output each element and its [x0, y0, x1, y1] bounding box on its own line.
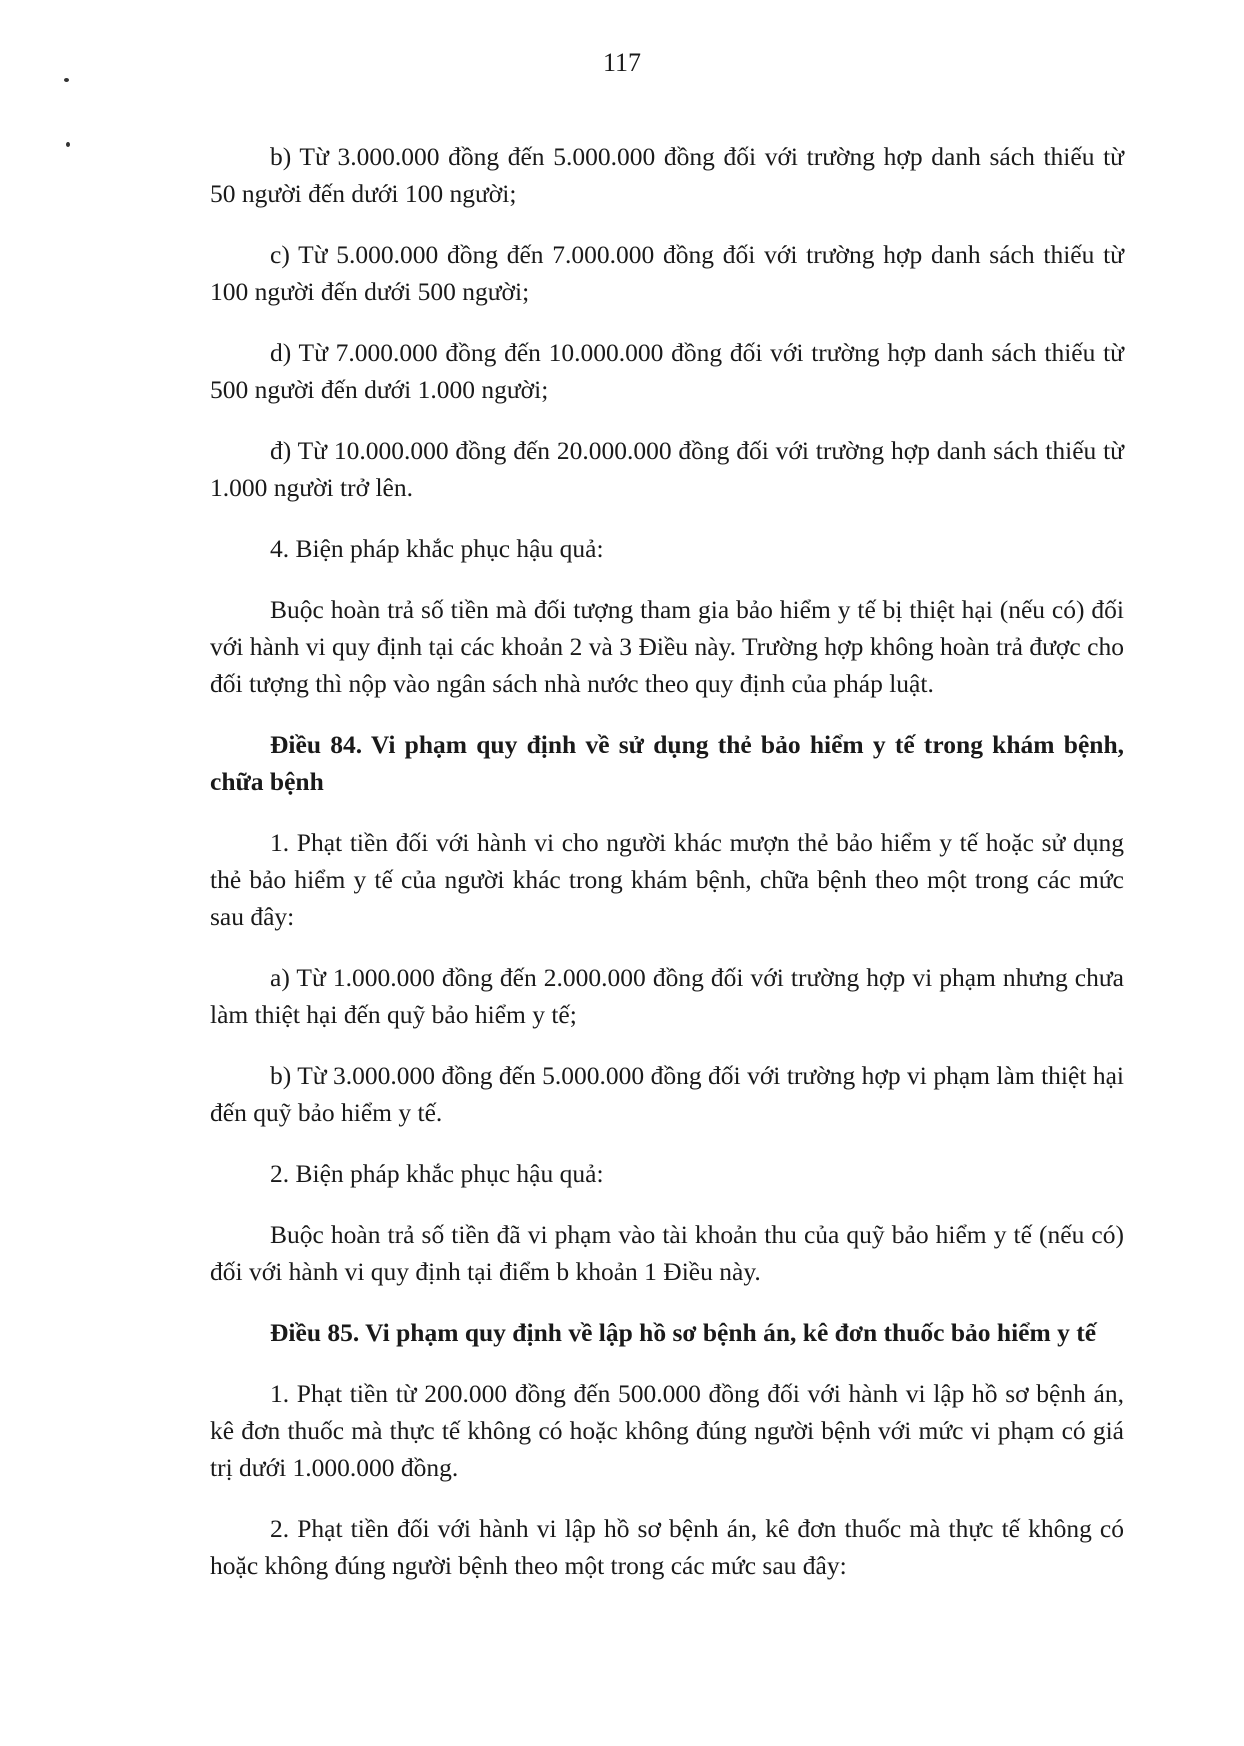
article-84-title: Điều 84. Vi phạm quy định về sử dụng thẻ bảo hiểm y tế trong khám bệnh, chữa bệnh — [210, 730, 1124, 796]
paragraph-dd-over-1000: đ) Từ 10.000.000 đồng đến 20.000.000 đồng đối với trường hợp danh sách thiếu từ 1.000 người trở lên. — [210, 436, 1124, 502]
article-85-clause-1: 1. Phạt tiền từ 200.000 đồng đến 500.000 đồng đối với hành vi lập hồ sơ bệnh án, kê đơn thuốc mà thực tế không có hoặc không đúng người bệnh với mức vi phạm có giá trị dưới 1.000.000 đồng. — [210, 1379, 1124, 1482]
document-body — [210, 138, 1124, 1608]
paragraph-d-500-1000: d) Từ 7.000.000 đồng đến 10.000.000 đồng đối với trường hợp danh sách thiếu từ 500 người đến dưới 1.000 người; — [210, 338, 1124, 404]
scan-speck — [64, 78, 69, 82]
remedy-heading-4: 4. Biện pháp khắc phục hậu quả: — [270, 534, 604, 563]
article-84-remedy-heading: 2. Biện pháp khắc phục hậu quả: — [270, 1159, 604, 1188]
article-85-title: Điều 85. Vi phạm quy định về lập hồ sơ bệnh án, kê đơn thuốc bảo hiểm y tế — [270, 1318, 1097, 1347]
scan-speck — [66, 142, 70, 147]
article-84-point-b: b) Từ 3.000.000 đồng đến 5.000.000 đồng đối với trường hợp vi phạm làm thiệt hại đến quỹ bảo hiểm y tế. — [210, 1061, 1124, 1127]
page-number: 117 — [602, 48, 642, 77]
paragraph-c-100-500: c) Từ 5.000.000 đồng đến 7.000.000 đồng đối với trường hợp danh sách thiếu từ 100 người đến dưới 500 người; — [210, 240, 1124, 306]
remedy-text-4: Buộc hoàn trả số tiền mà đối tượng tham gia bảo hiểm y tế bị thiệt hại (nếu có) đối với hành vi quy định tại các khoản 2 và 3 Điều này. Trường hợp không hoàn trả được cho đối tượng thì nộp vào ngân sách nhà nước theo quy định của pháp luật. — [210, 595, 1124, 698]
article-85-clause-2: 2. Phạt tiền đối với hành vi lập hồ sơ bệnh án, kê đơn thuốc mà thực tế không có hoặc không đúng người bệnh theo một trong các mức sau đây: — [210, 1514, 1124, 1580]
article-84-clause-1: 1. Phạt tiền đối với hành vi cho người khác mượn thẻ bảo hiểm y tế hoặc sử dụng thẻ bảo hiểm y tế của người khác trong khám bệnh, chữa bệnh theo một trong các mức sau đây: — [210, 828, 1124, 931]
paragraph-b-50-100: b) Từ 3.000.000 đồng đến 5.000.000 đồng đối với trường hợp danh sách thiếu từ 50 người đến dưới 100 người; — [210, 142, 1124, 208]
article-84-remedy-text: Buộc hoàn trả số tiền đã vi phạm vào tài khoản thu của quỹ bảo hiểm y tế (nếu có) đối với hành vi quy định tại điểm b khoản 1 Điều này. — [210, 1220, 1124, 1286]
article-84-point-a: a) Từ 1.000.000 đồng đến 2.000.000 đồng đối với trường hợp vi phạm nhưng chưa làm thiệt hại đến quỹ bảo hiểm y tế; — [210, 963, 1124, 1029]
